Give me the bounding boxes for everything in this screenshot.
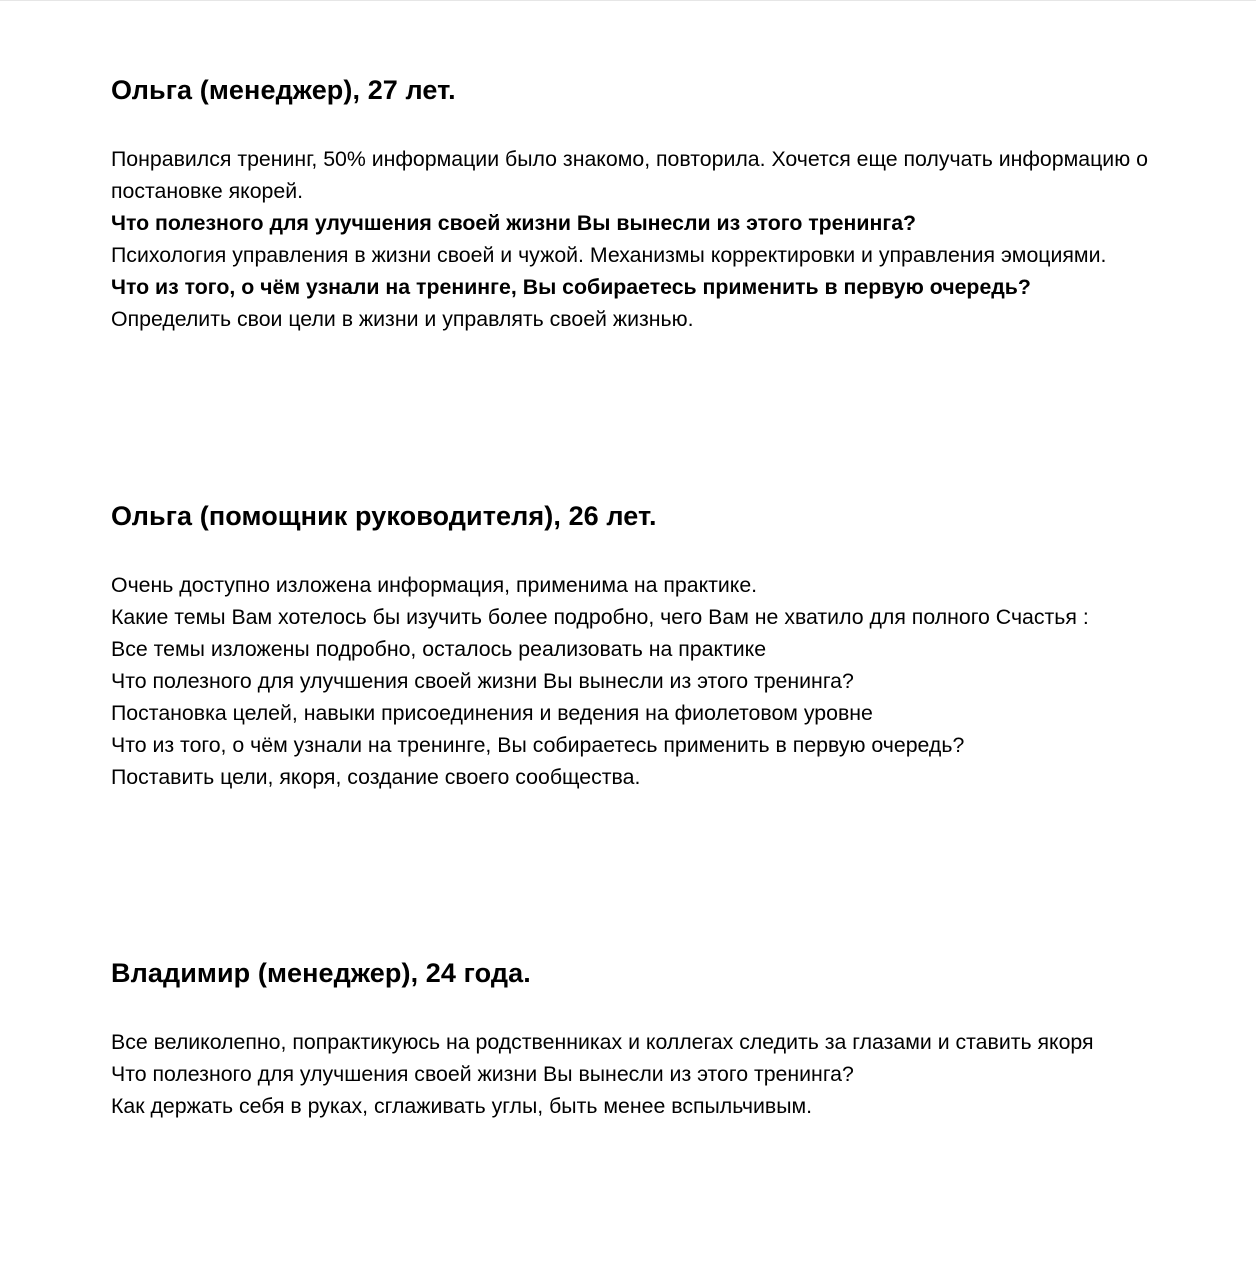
- answer-text: Как держать себя в руках, сглаживать углы, быть менее вспыльчивым.: [111, 1094, 813, 1118]
- answer-text: Постановка целей, навыки присоединения и ведения на фиолетовом уровне: [111, 701, 873, 725]
- answer-text: Определить свои цели в жизни и управлять своей жизнью.: [111, 307, 694, 331]
- answer-text: Поставить цели, якоря, создание своего сообщества.: [111, 765, 641, 789]
- testimonial-text: Очень доступно изложена информация, применима на практике.: [111, 573, 758, 597]
- testimonial-body: [111, 569, 1151, 793]
- testimonial-text: Понравился тренинг, 50% информации было знакомо, повторила. Хочется еще получать информацию о постановке якорей.: [111, 147, 1148, 203]
- testimonial-body: [111, 143, 1151, 335]
- question-text: Какие темы Вам хотелось бы изучить более подробно, чего Вам не хватило для полного Счастья :: [111, 605, 1089, 629]
- testimonial-heading: Владимир (менеджер), 24 года.: [111, 958, 531, 988]
- testimonial-text: Все великолепно, попрактикуюсь на родственниках и коллегах следить за глазами и ставить якоря: [111, 1030, 1094, 1054]
- page-top-border: [0, 0, 1256, 1]
- testimonial-heading: Ольга (помощник руководителя), 26 лет.: [111, 501, 657, 531]
- testimonial-olga-manager: [111, 72, 1151, 335]
- testimonial-heading: Ольга (менеджер), 27 лет.: [111, 75, 456, 105]
- answer-text: Все темы изложены подробно, осталось реализовать на практике: [111, 637, 767, 661]
- question-text: Что полезного для улучшения своей жизни Вы вынесли из этого тренинга?: [111, 211, 917, 235]
- question-text: Что из того, о чём узнали на тренинге, Вы собираетесь применить в первую очередь?: [111, 275, 1031, 299]
- question-text: Что полезного для улучшения своей жизни Вы вынесли из этого тренинга?: [111, 669, 854, 693]
- testimonial-olga-assistant: [111, 498, 1151, 793]
- question-text: Что полезного для улучшения своей жизни Вы вынесли из этого тренинга?: [111, 1062, 854, 1086]
- question-text: Что из того, о чём узнали на тренинге, Вы собираетесь применить в первую очередь?: [111, 733, 965, 757]
- testimonial-body: [111, 1026, 1151, 1122]
- answer-text: Психология управления в жизни своей и чужой. Механизмы корректировки и управления эмоциями.: [111, 243, 1107, 267]
- testimonial-vladimir-manager: [111, 955, 1151, 1122]
